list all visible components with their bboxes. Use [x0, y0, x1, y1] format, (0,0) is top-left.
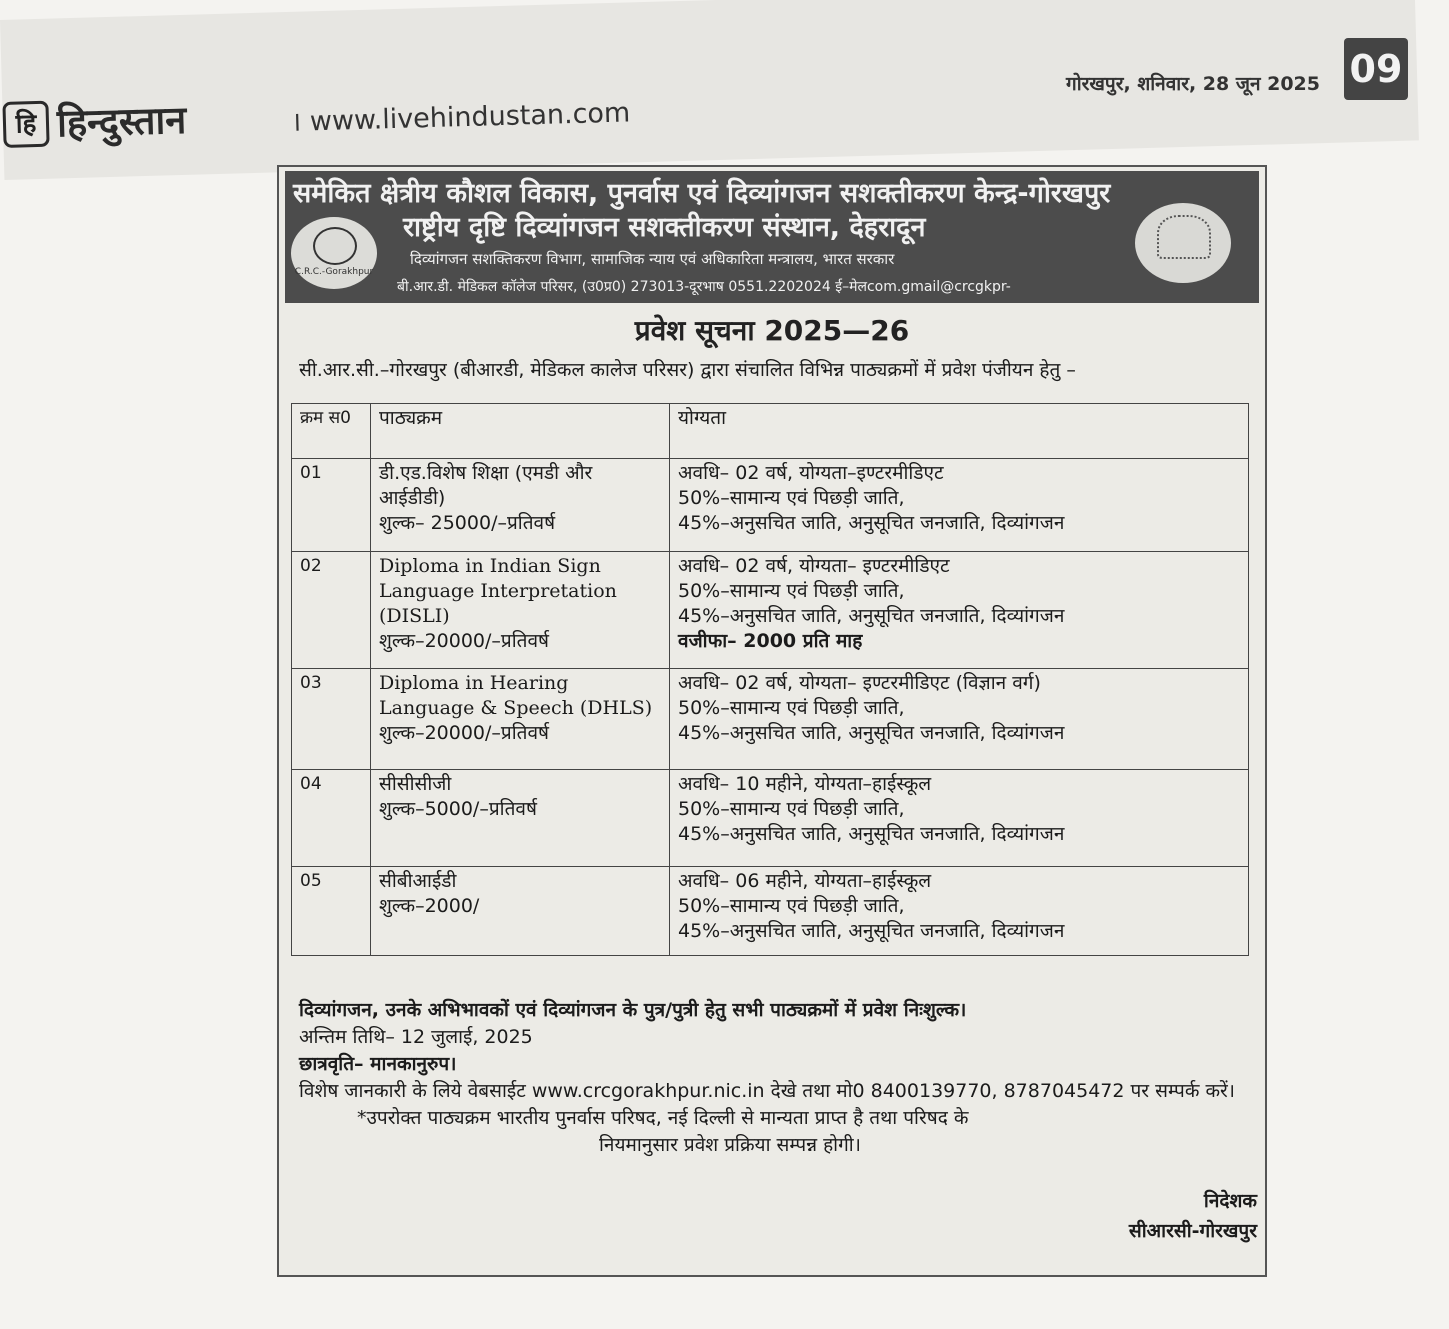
notice-header	[285, 171, 1259, 303]
eligibility-duration: अवधि– 02 वर्ष, योग्यता– इण्टरमीडिएट (विज्ञान वर्ग)	[678, 672, 1041, 694]
signatory-org: सीआरसी-गोरखपुर	[1128, 1220, 1257, 1242]
eligibility-general: 50%–सामान्य एवं पिछड़ी जाति,	[678, 798, 905, 820]
cell-sno: 05	[292, 867, 371, 956]
course-name: सीबीआईडी	[379, 870, 457, 892]
header-eligibility: योग्यता	[670, 404, 1249, 459]
eligibility-general: 50%–सामान्य एवं पिछड़ी जाति,	[678, 580, 905, 602]
institute-emblem-icon	[1135, 203, 1231, 283]
header-sno: क्रम स0	[292, 404, 371, 459]
cell-eligibility	[670, 459, 1249, 552]
course-fee: शुल्क– 25000/–प्रतिवर्ष	[379, 512, 556, 534]
cell-sno: 04	[292, 770, 371, 867]
newspaper-website: । www.livehindustan.com	[290, 97, 631, 138]
accreditation-note-continued: नियमानुसार प्रवेश प्रक्रिया सम्पन्न होगी।	[599, 1134, 861, 1156]
newspaper-logo-icon: हि	[2, 101, 49, 148]
course-name: सीसीसीजी	[379, 773, 452, 795]
org-name-line: समेकित क्षेत्रीय कौशल विकास, पुनर्वास एवं दिव्यांगजन सशक्तीकरण केन्द्र-गोरखपुर	[293, 178, 1111, 209]
course-fee: शुल्क–20000/–प्रतिवर्ष	[379, 722, 550, 744]
last-date: अन्तिम तिथि– 12 जुलाई, 2025	[299, 1026, 533, 1048]
notice-intro: सी.आर.सी.–गोरखपुर (बीआरडी, मेडिकल कालेज परिसर) द्वारा संचालित विभिन्न पाठ्यक्रमों में प्रवेश पंजीयन हेतु –	[299, 359, 1076, 381]
eligibility-general: 50%–सामान्य एवं पिछड़ी जाति,	[678, 895, 905, 917]
eligibility-general: 50%–सामान्य एवं पिछड़ी जाति,	[678, 487, 905, 509]
admission-notice	[277, 165, 1267, 1277]
dateline: गोरखपुर, शनिवार, 28 जून 2025	[1066, 73, 1320, 95]
table-row	[292, 669, 1249, 770]
course-fee: शुल्क–5000/–प्रतिवर्ष	[379, 798, 537, 820]
cell-eligibility	[670, 770, 1249, 867]
cell-sno: 03	[292, 669, 371, 770]
cell-sno: 02	[292, 552, 371, 669]
notice-title: प्रवेश सूचना 2025—26	[634, 314, 910, 347]
eligibility-duration: अवधि– 06 महीने, योग्यता–हाईस्कूल	[678, 870, 932, 892]
cell-eligibility	[670, 669, 1249, 770]
scholarship-note: छात्रवृति– मानकानुरुप।	[299, 1053, 457, 1075]
eligibility-duration: अवधि– 10 महीने, योग्यता–हाईस्कूल	[678, 773, 932, 795]
courses-table	[291, 403, 1249, 956]
crc-emblem-icon	[291, 217, 377, 289]
cell-course	[371, 552, 670, 669]
eligibility-reserved: 45%–अनुसचित जाति, अनुसूचित जनजाति, दिव्यांगजन	[678, 512, 1065, 534]
header-course: पाठ्यक्रम	[371, 404, 670, 459]
institute-name-line: राष्ट्रीय दृष्टि दिव्यांगजन सशक्तीकरण संस्थान, देहरादून	[403, 212, 926, 243]
contact-info: विशेष जानकारी के लिये वेबसाईट www.crcgorakhpur.nic.in देखे तथा मो0 8400139770, 8787045472 पर सम्पर्क करें।	[299, 1080, 1236, 1102]
signatory-title: निदेशक	[1203, 1190, 1257, 1212]
table-row	[292, 770, 1249, 867]
eligibility-reserved: 45%–अनुसचित जाति, अनुसूचित जनजाति, दिव्यांगजन	[678, 722, 1065, 744]
cell-eligibility	[670, 552, 1249, 669]
table-header-row	[292, 404, 1249, 459]
cell-sno: 01	[292, 459, 371, 552]
stipend: वजीफा– 2000 प्रति माह	[678, 630, 863, 652]
eligibility-reserved: 45%–अनुसचित जाति, अनुसूचित जनजाति, दिव्यांगजन	[678, 605, 1065, 627]
course-fee: शुल्क–20000/–प्रतिवर्ष	[379, 630, 550, 652]
table-row	[292, 867, 1249, 956]
cell-course	[371, 459, 670, 552]
ministry-line: दिव्यांगजन सशक्तिकरण विभाग, सामाजिक न्याय एवं अधिकारिता मन्त्रालय, भारत सरकार	[410, 250, 895, 268]
table-row	[292, 552, 1249, 669]
course-name: डी.एड.विशेष शिक्षा (एमडी और आईडीडी)	[379, 462, 593, 509]
cell-course	[371, 770, 670, 867]
course-fee: शुल्क–2000/	[379, 895, 480, 917]
cell-eligibility	[670, 867, 1249, 956]
course-name: Diploma in Hearing Language & Speech (DHLS)	[379, 672, 653, 719]
accreditation-note: *उपरोक्त पाठ्यक्रम भारतीय पुनर्वास परिषद, नई दिल्ली से मान्यता प्राप्त है तथा परिषद के	[357, 1107, 969, 1129]
newspaper-name: हिन्दुस्तान	[56, 97, 187, 146]
eligibility-general: 50%–सामान्य एवं पिछड़ी जाति,	[678, 697, 905, 719]
eligibility-reserved: 45%–अनुसचित जाति, अनुसूचित जनजाति, दिव्यांगजन	[678, 920, 1065, 942]
course-name: Diploma in Indian Sign Language Interpretation (DISLI)	[379, 555, 617, 627]
cell-course	[371, 867, 670, 956]
table-row	[292, 459, 1249, 552]
free-admission-note: दिव्यांगजन, उनके अभिभावकों एवं दिव्यांगजन के पुत्र/पुत्री हेतु सभी पाठ्यक्रमों में प्रवेश निःशुल्क।	[299, 999, 967, 1021]
notice-footer	[299, 997, 1249, 1159]
eligibility-duration: अवधि– 02 वर्ष, योग्यता– इण्टरमीडिएट	[678, 555, 950, 577]
emblem-text: C.R.C.-Gorakhpur	[294, 267, 374, 277]
page-number-badge: 09	[1344, 38, 1408, 100]
address-line: बी.आर.डी. मेडिकल कॉलेज परिसर, (उ0प्र0) 273013-दूरभाष 0551.2202024 ई–मेलcom.gmail@crcgkpr-	[397, 279, 1011, 295]
eligibility-duration: अवधि– 02 वर्ष, योग्यता–इण्टरमीडिएट	[678, 462, 944, 484]
eligibility-reserved: 45%–अनुसचित जाति, अनुसूचित जनजाति, दिव्यांगजन	[678, 823, 1065, 845]
cell-course	[371, 669, 670, 770]
